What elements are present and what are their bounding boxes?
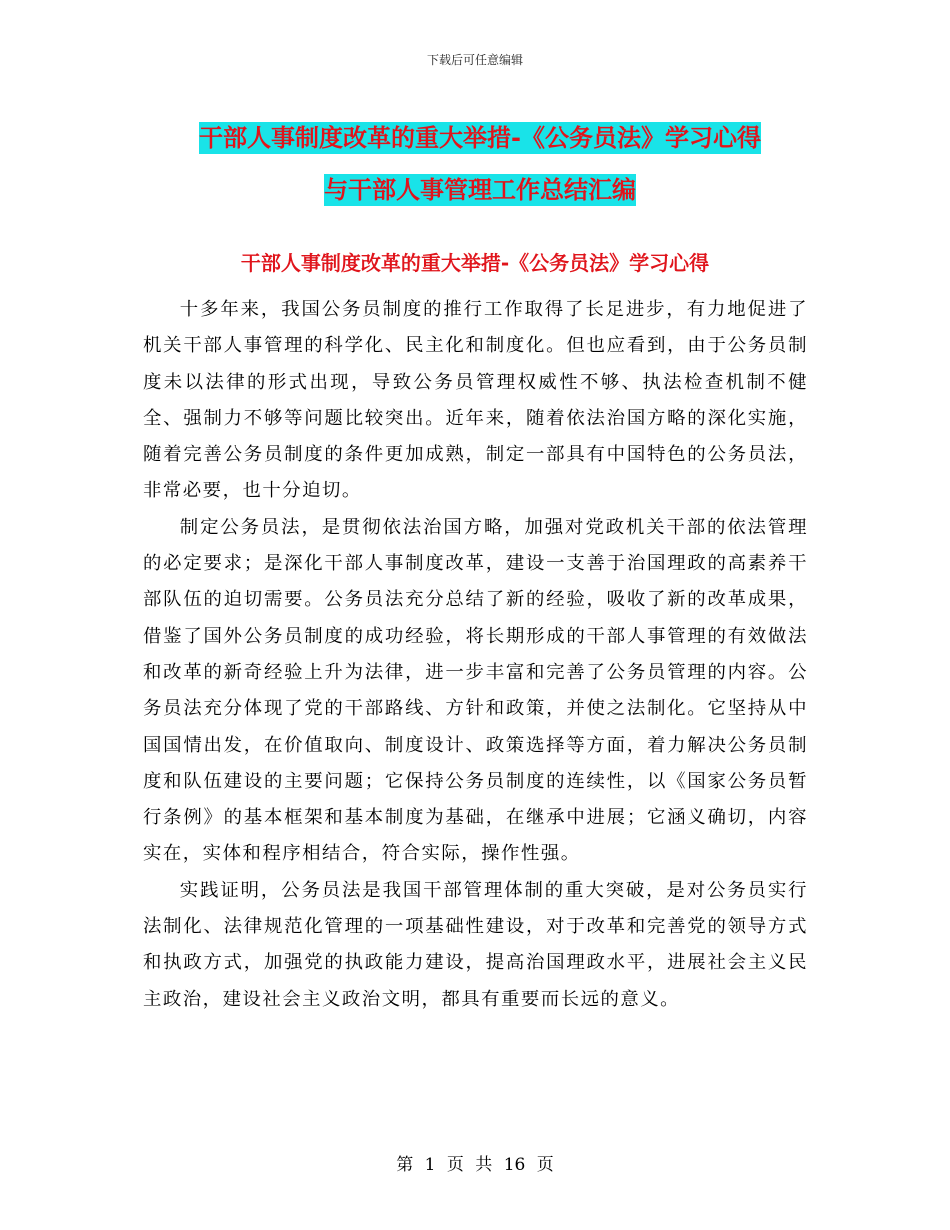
page-header-note: 下载后可任意编辑 xyxy=(426,53,523,67)
paragraph: 十多年来，我国公务员制度的推行工作取得了长足进步，有力地促进了机关干部人事管理的科学化、民主化和制度化。但也应看到，由于公务员制度未以法律的形式出现，导致公务员管理权威性不够、执法检查机制不健全、强制力不够等问题比较突出。近年来，随着依法治国方略的深化实施，随着完善公务员制度的条件更加成熟，制定一部具有中国特色的公务员法，非常必要，也十分迫切。 xyxy=(143,299,808,502)
section-heading: 干部人事制度改革的重大举措-《公务员法》学习心得 xyxy=(240,251,710,275)
document-body xyxy=(143,292,808,1018)
page-number: 第 1 页 共 16 页 xyxy=(396,1155,554,1175)
document-title-line-1: 干部人事制度改革的重大举措-《公务员法》学习心得 xyxy=(199,124,761,152)
document-title-line-2: 与干部人事管理工作总结汇编 xyxy=(324,176,636,204)
paragraph: 制定公务员法，是贯彻依法治国方略，加强对党政机关干部的依法管理的必定要求；是深化干部人事制度改革，建设一支善于治国理政的高素养干部队伍的迫切需要。公务员法充分总结了新的经验，吸收了新的改革成果，借鉴了国外公务员制度的成功经验，将长期形成的干部人事管理的有效做法和改革的新奇经验上升为法律，进一步丰富和完善了公务员管理的内容。公务员法充分体现了党的干部路线、方针和政策，并使之法制化。它坚持从中国国情出发，在价值取向、制度设计、政策选择等方面，着力解决公务员制度和队伍建设的主要问题；它保持公务员制度的连续性，以《国家公务员暂行条例》的基本框架和基本制度为基础，在继承中进展；它涵义确切，内容实在，实体和程序相结合，符合实际，操作性强。 xyxy=(143,516,808,865)
paragraph: 实践证明，公务员法是我国干部管理体制的重大突破，是对公务员实行法制化、法律规范化管理的一项基础性建设，对于改革和完善党的领导方式和执政方式，加强党的执政能力建设，提高治国理政水平，进展社会主义民主政治，建设社会主义政治文明，都具有重要而长远的意义。 xyxy=(143,879,808,1010)
document-title xyxy=(140,112,820,216)
